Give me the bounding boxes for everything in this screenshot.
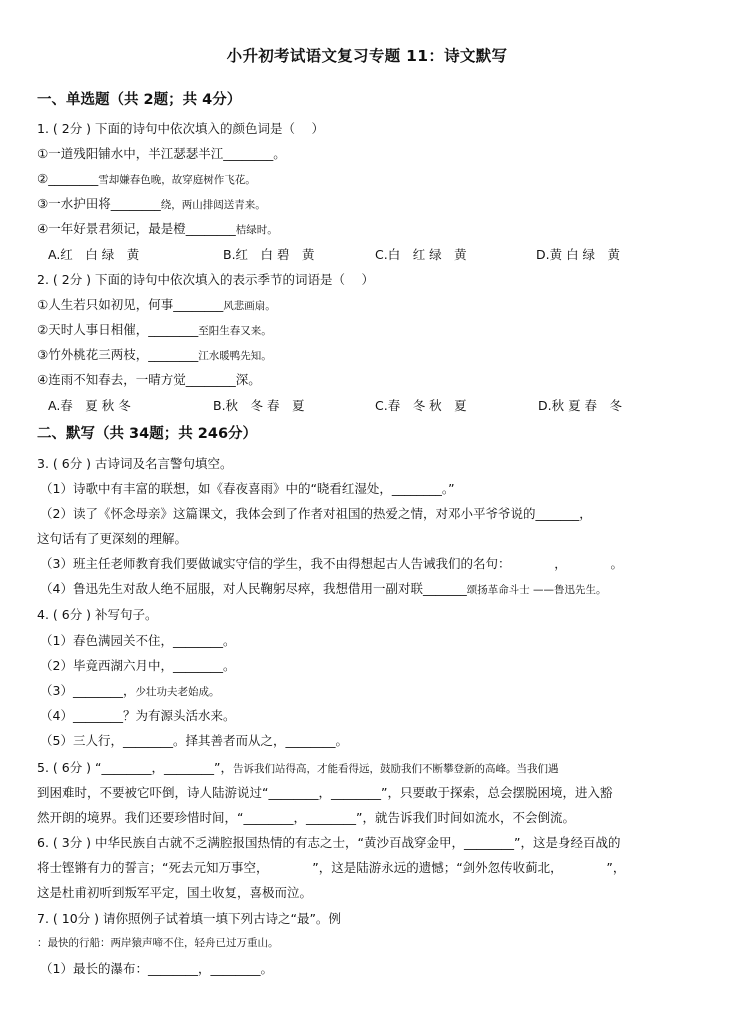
question-2-line-1 bbox=[37, 296, 697, 315]
section-heading-single-choice: 一、单选题（共 2题；共 4分） bbox=[37, 92, 242, 108]
question-4-line-3-start: （3）________， bbox=[40, 683, 136, 698]
question-5-line-3: 然开朗的境界。我们还要珍惜时间，“________，________”，就告诉我们时间如流水，不会倒流。 bbox=[37, 810, 575, 825]
question-1-line-3 bbox=[37, 195, 697, 214]
question-3-line-2: （2）读了《怀念母亲》这篇课文，我体会到了作者对祖国的热爱之情，对邓小平爷爷说的_______， bbox=[40, 506, 592, 521]
question-1-line-1: ①一道残阳铺水中，半江瑟瑟半江________。 bbox=[37, 146, 286, 161]
question-7-example: ：最快的行船：两岸猿声啼不住，轻舟已过万重山。 bbox=[37, 937, 279, 949]
question-6-line-3: 这是杜甫初听到叛军平定，国土收复，喜极而泣。 bbox=[37, 885, 313, 900]
question-1-line-2 bbox=[37, 170, 697, 189]
question-2-option-c[interactable]: C.春 冬 秋 夏 bbox=[375, 398, 467, 413]
question-4-line-4: （4）________？为有源头活水来。 bbox=[40, 708, 236, 723]
question-2-line-1-rest: 风悲画扇。 bbox=[223, 300, 276, 312]
question-3-stem: 3. ( 6分 ) 古诗词及名言警句填空。 bbox=[37, 456, 233, 471]
question-6-line-2: 将士铿锵有力的誓言；“死去元知万事空， ”，这是陆游永远的遗憾；“剑外忽传收蓟北， ”， bbox=[37, 860, 626, 875]
question-1-option-a[interactable]: A.红 白 绿 黄 bbox=[48, 247, 140, 262]
question-1-option-c[interactable]: C.白 红 绿 黄 bbox=[375, 247, 467, 262]
question-4-line-5: （5）三人行，________。择其善者而从之，________。 bbox=[40, 733, 348, 748]
question-1-line-4-rest: 桔绿时。 bbox=[235, 224, 278, 236]
question-4-line-3-rest: 少壮功夫老始成。 bbox=[135, 686, 220, 698]
question-1-line-3-start: ③一水护田将________ bbox=[37, 196, 161, 211]
question-1-line-4 bbox=[37, 220, 697, 239]
question-4-line-2: （2）毕竟西湖六月中，________。 bbox=[40, 658, 236, 673]
section-heading-dictation: 二、默写（共 34题；共 246分） bbox=[37, 426, 258, 442]
question-2-line-1-start: ①人生若只如初见，何事________ bbox=[37, 297, 224, 312]
question-3-line-3: 这句话有了更深刻的理解。 bbox=[37, 531, 188, 546]
question-5-line-2: 到困难时，不要被它吓倒，诗人陆游说过“________，________”，只要敢于探索，总会摆脱困境，进入豁 bbox=[37, 785, 613, 800]
question-1-option-d[interactable]: D.黄 白 绿 黄 bbox=[536, 247, 621, 262]
question-2-line-3 bbox=[37, 346, 697, 365]
question-2-line-2 bbox=[37, 321, 697, 340]
page-title: 小升初考试语文复习专题 11：诗文默写 bbox=[226, 47, 508, 65]
question-3-line-5-rest: 颂扬革命斗士 ——鲁迅先生。 bbox=[466, 584, 607, 596]
question-5-line-1-start: 5. ( 6分 ) “________，________”， bbox=[37, 760, 233, 775]
question-2-option-d[interactable]: D.秋 夏 春 冬 bbox=[538, 398, 623, 413]
question-2-line-4: ④连雨不知春去，一晴方觉________深。 bbox=[37, 372, 261, 387]
question-1-line-3-rest: 绕，两山排闼送青来。 bbox=[160, 199, 266, 211]
question-2-line-3-start: ③竹外桃花三两枝，________ bbox=[37, 347, 199, 362]
question-2-line-2-rest: 至阳生春又来。 bbox=[198, 325, 272, 337]
question-1-line-2-blank: ②________ bbox=[37, 171, 99, 186]
question-5-line-1 bbox=[37, 759, 697, 778]
question-2-line-2-start: ②天时人事日相催，________ bbox=[37, 322, 199, 337]
question-3-line-5 bbox=[40, 580, 700, 599]
question-6-line-1: 6. ( 3分 ) 中华民族自古就不乏满腔报国热情的有志之士，“黄沙百战穿金甲，________”，这是身经百战的 bbox=[37, 835, 621, 850]
question-3-line-1: （1）诗歌中有丰富的联想，如《春夜喜雨》中的“晓看红湿处，________。” bbox=[40, 481, 455, 496]
question-3-line-4: （3）班主任老师教育我们要做诚实守信的学生，我不由得想起古人告诫我们的名句： ， 。 bbox=[40, 556, 623, 571]
question-1-stem: 1. ( 2分 ) 下面的诗句中依次填入的颜色词是（ ） bbox=[37, 121, 325, 136]
question-1-option-b[interactable]: B.红 白 碧 黄 bbox=[223, 247, 315, 262]
question-2-line-3-rest: 江水暖鸭先知。 bbox=[198, 350, 272, 362]
question-3-line-5-start: （4）鲁迅先生对敌人绝不屈服，对人民鞠躬尽瘁，我想借用一副对联_______ bbox=[40, 581, 467, 596]
question-4-line-3 bbox=[40, 682, 700, 701]
question-4-stem: 4. ( 6分 ) 补写句子。 bbox=[37, 607, 158, 622]
question-2-option-b[interactable]: B.秋 冬 春 夏 bbox=[213, 398, 305, 413]
question-7-stem: 7. ( 10分 ) 请你照例子试着填一填下列古诗之“最”。例 bbox=[37, 911, 341, 926]
question-2-stem: 2. ( 2分 ) 下面的诗句中依次填入的表示季节的词语是（ ） bbox=[37, 272, 375, 287]
question-2-option-a[interactable]: A.春 夏 秋 冬 bbox=[48, 398, 131, 413]
question-1-line-4-start: ④一年好景君须记，最是橙________ bbox=[37, 221, 236, 236]
question-7-line-1: （1）最长的瀑布：________，________。 bbox=[40, 961, 273, 976]
question-5-line-1-rest: 告诉我们站得高，才能看得远，鼓励我们不断攀登新的高峰。当我们遇 bbox=[232, 763, 559, 775]
question-4-line-1: （1）春色满园关不住，________。 bbox=[40, 633, 236, 648]
question-1-line-2-rest: 雪却嫌春色晚，故穿庭树作飞花。 bbox=[98, 174, 256, 186]
